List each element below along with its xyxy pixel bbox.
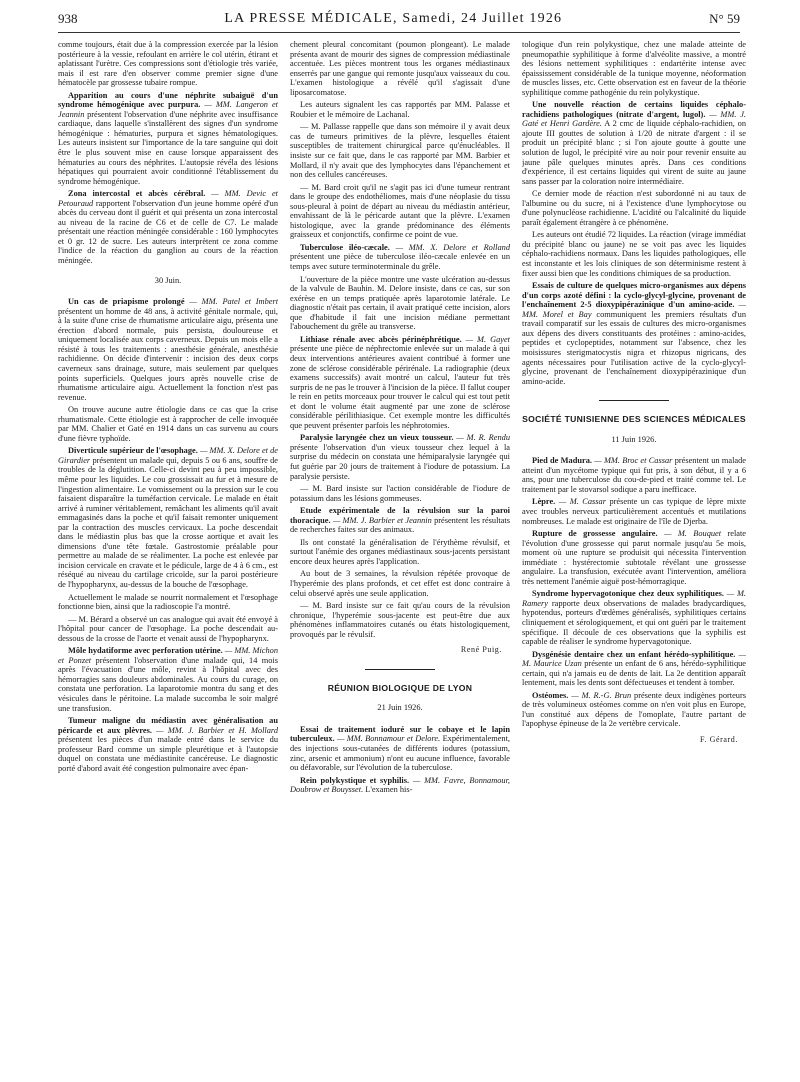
article-authors: — MM. X. Delore et Rolland <box>395 242 510 252</box>
article-authors: — M. Ramery <box>522 589 746 608</box>
paragraph <box>290 122 510 179</box>
article-body: communiquent les premiers résultats d'un travail comparatif sur les essais de cultures des micro-organismes aux dépens des divers constituants des protéines : amino-acides, peptides et cyclopeptides, notamment sur l'absence, chez les moisissures sterigmatocystis nigra et rhizopus nigricans, des agents nécessaires pour l'utilisation active de la cyclo-glycyl-glycine, provenant de l'enchaînement dioxypipérazinique d'un amino-acide. <box>522 309 746 386</box>
paragraph <box>290 183 510 240</box>
article-title: Essais de culture de quelques micro-organismes aux dépens d'un corps azoté défini : la cyclo-glycyl-glycine, provenant de l'enchaînement 2-5 dioxypipérazinique d'un amino-acide. <box>522 281 746 310</box>
article-body: présente l'observation d'un vieux tousseur chez lequel à la surprise du médecin on constata une hémiparalysie laryngée qui fut guérie par 20 jours de traitement à l'iodure de potassium. La paralysie persiste. <box>290 442 510 481</box>
paragraph <box>290 40 510 97</box>
divider <box>599 400 669 401</box>
article-authors: — M. Cassar <box>558 497 606 507</box>
article-body: présentent l'observation d'une néphrite avec insuffisance cardiaque, dans laquelle s'installèrent des signes d'un syndrome hémogénique : hématuries, purpura et signes hématologiques. Les auteurs insistent sur l'importance de la tare sanguine qui doit être le plus souvent mise en cause lorsque apparaissent des hématuries au cours des néphrites. L'autopsie révéla des lésions hépatiques qui pourraient avoir conditionné l'établissement du syndrome hémogénique. <box>58 109 278 186</box>
issue-number: N° 59 <box>709 11 740 26</box>
article-authors: — M. R.-G. Brun <box>571 690 632 700</box>
article-authors: — MM. Michon et Ponzet <box>58 646 278 665</box>
article-body: Expérimentalement, des injections sous-cutanées de différents iodures (potassium, zinc, arsenic et ammonium) n'ont eu aucune influence, favorable ou défavorable, sur l'évolution de la tuberculose. <box>290 734 510 773</box>
article-entry <box>522 456 746 494</box>
article-entry <box>290 776 510 795</box>
article-body: tologique d'un rein polykystique, chez une malade atteinte de pneumopathie syphilitique à forme d'alvéolite massive, a montré des lésions nettement syphilitiques : endartérite intense avec épaississement considérable de la tunique moyenne, néoformation de muscles lisses, etc. Cette observation est en faveur de la théorie syphilitique comme pathogénie du rein polykystique. <box>522 40 746 97</box>
article-entry <box>522 589 746 646</box>
article-body: présentent l'observation d'une malade qui, 14 mois après l'évacuation d'une môle, revint à l'hôpital avec des hémorragies sans douleurs abdominales. Au cours du curage, on constata une perforation. La laparotomie montra du sang et des vésicules dans le péritoine. La malade succomba le soir malgré une transfusion. <box>58 655 278 713</box>
article-title: Tuberculose iléo-cæcale. <box>300 242 390 252</box>
article-body: présentent un malade qui, depuis 5 ou 6 ans, souffre de troubles de la déglutition. Celle-ci devint peu à peu impossible, même pour les liquides. Le cou grossissait au fur et à mesure de l'ingestion alimentaire. Le vomissement ou la pression sur le cou faisaient disparaître la tuméfaction cervicale. Le malade en était arrivé à ruminer véritablement, remâchant les aliments qu'il avait emmagasinés dans la poche et qu'il faisait remonter uniquement par la contraction des muscles cervicaux. La poche descendait dans le médiastin plus bas que la crosse aortique et avait les dimensions d'une tête fœtale. Gastrostomie préalable pour permettre au malade de se réalimenter. La poche est enlevée par incision cervicale en cravate et le pédicule, large de 4 à 6 cm., est réséqué au niveau du cartilage cricoïde, sur la paroi postérieure de l'hypopharynx, au-dessus de la bouche de l'œsophage. <box>58 455 278 589</box>
article-entry <box>522 529 746 586</box>
article-body: présentent les pièces d'un malade entré dans le service du professeur Bard comme un simple pleurétique et à l'autopsie duquel on constata une médiastinite cancéreuse. Le diagnostic porté d'abord avait été congestion pulmonaire avec épan- <box>58 735 278 773</box>
article-authors: — MM. J. Barbier et Jeannin <box>332 515 432 525</box>
article-title: Ostéomes. <box>532 690 569 700</box>
article-body: rapportent l'observation d'un jeune homme opéré d'un abcès du cerveau dont il guérit et qui présenta un zona intercostal au niveau de la racine de C6 et de celle de C7. Le malade présentait une réaction méningée considérable : 160 lymphocytes et 0 gr. 12 de sucre. Les auteurs interprètent ce zona comme l'indice de la réaction du ganglion au cours de la réaction méningée. <box>58 198 278 266</box>
article-body: — M. Bard insiste sur l'action considérable de l'iodure de potassium dans les lésions gommeuses. <box>290 484 510 503</box>
article-body: comme toujours, était due à la compression exercée par la lésion postérieure à la vessie, refoulant en arrière le col utérin, étirant et aplatissant l'urètre. Ces compressions sont d'étiologie très variée, mais il est rare d'en observer comme premier signe d'une hématocèle par grossesse tubaire rompue. <box>58 40 278 88</box>
article-title: Môle hydatiforme avec perforation utérine. <box>68 646 223 656</box>
article-authors: — MM. J. Barbier et H. Mollard <box>156 725 278 735</box>
article-entry <box>522 497 746 526</box>
article-entry <box>58 297 278 402</box>
article-entry <box>522 650 746 688</box>
article-entry <box>522 100 746 186</box>
article-authors: — MM. Devic et Petouraud <box>58 189 278 208</box>
article-entry <box>522 691 746 729</box>
article-title: Pied de Madura. <box>532 456 592 466</box>
article-body: Au bout de 3 semaines, la révulsion répétée provoque de l'hyperémie des plans profonds, et cet effet est donc contraire à celui observé après une seule application. <box>290 569 510 598</box>
journal-title: LA PRESSE MÉDICALE, Samedi, 24 Juillet 1926 <box>224 11 563 26</box>
article-authors: — MM. Favre, Bonnamour, Doubrow et Bouysset. <box>290 775 510 795</box>
section-date-lyon: 21 Juin 1926. <box>377 703 423 713</box>
article-title: Essai de traitement ioduré sur le cobaye et le lapin tuberculeux. <box>290 724 510 744</box>
paragraph <box>290 275 510 332</box>
paragraph <box>522 40 746 97</box>
article-body: présente un enfant de 6 ans, hérédo-syphilitique certain, qui n'a jamais eu de dents de lait. La 2e dentition apparaît lentement, mais les dents sont défectueuses et tendent à tomber. <box>522 659 746 688</box>
article-authors: — M. R. Rendu <box>456 433 510 443</box>
article-title: Une nouvelle réaction de certains liquides céphalo-rachidiens pathologiques (nitrate d'argent, lugol). <box>522 100 746 119</box>
paragraph <box>522 189 746 227</box>
article-title: Apparition au cours d'une néphrite subaiguë d'un syndrome hémogénique avec purpura. <box>58 90 278 110</box>
article-body: On trouve aucune autre étiologie dans ce cas que la crise rhumatismale. Cette étiologie est à rapprocher de celle invoquée par MM. Chalier et Gaté en 1914 dans un cas survenu au cours d'une fièvre typhoïde. <box>58 405 278 443</box>
article-entry <box>290 243 510 272</box>
article-authors: — M. Maurice Uzan <box>522 649 746 669</box>
article-title: Tumeur maligne du médiastin avec généralisation au péricarde et aux plèvres. <box>58 716 278 735</box>
article-body: — M. Bard croit qu'il ne s'agit pas ici d'une tumeur rentrant dans le groupe des endothéliomes, mais d'une néoplasie du tissu sous-pleural à point de départ au niveau du médiastin antérieur, envahissant de là le péricarde autant que la plèvre. L'examen histologique, avec la grande prédominance des éléments graisseux et conjonctifs, confirme ce point de vue. <box>290 182 510 240</box>
article-body: Les auteurs signalent les cas rapportés par MM. Palasse et Roubier et le mémoire de Lachanal. <box>290 100 510 119</box>
article-authors: — MM. Patel et Imbert <box>189 297 278 307</box>
article-authors: — MM. Morel et Bay <box>522 300 746 319</box>
article-authors: — MM. Langeron et Jeannin <box>58 100 278 119</box>
paragraph <box>290 538 510 567</box>
article-body: Actuellement le malade se nourrit normalement et l'œsophage fonctionne bien, ainsi que la radioscopie l'a montré. <box>58 592 278 612</box>
article-body: — M. Pallasse rappelle que dans son mémoire il y avait deux cas de tumeurs primitives de la plèvre, lesquelles étaient susceptibles de traitement chirurgical parce qu'énucléables. Il insiste sur ce fait que, dans le cas rapporté par MM. Barbier et Mollard, il n'y avait que des lymphocytes dans l'épanchement et non des cellules cancéreuses. <box>290 122 510 180</box>
article-body: — M. Bard insiste sur ce fait qu'au cours de la révulsion chronique, l'hyperémie sous-jacente est peut-être due aux phénomènes inflammatoires cutanés ou états histologiquement, provoqués par le révulsif. <box>290 601 510 639</box>
article-entry <box>58 716 278 773</box>
article-body: chement pleural concomitant (poumon plongeant). Le malade présenta avant de mourir des signes de compression médiastinale accentuée. Les pièces montrent tous les organes médiastinaux enserrés par une gangue qui remonte jusqu'aux vaisseaux du cou. L'examen histologique a révélé qu'il s'agissait d'une liposarcomatose. <box>290 40 510 97</box>
section-heading-lyon: RÉUNION BIOLOGIQUE DE LYON <box>327 682 473 693</box>
paragraph <box>522 230 746 278</box>
author-signature: F. Gérard. <box>699 735 738 744</box>
article-title: Rupture de grossesse angulaire. <box>532 529 658 539</box>
article-title: Zona intercostal et abcès cérébral. <box>68 189 206 199</box>
article-body: Ce dernier mode de réaction n'est subordonné ni au taux de l'albumine ou du sucre, ni à l'existence d'une lymphocytose ou d'une polynucléose rachidienne. L'acidité ou l'alcalinité du liquide paraît également étrangère à ce phénomène. <box>522 189 746 227</box>
article-authors: — M. Gayet <box>465 334 510 344</box>
paragraph <box>290 569 510 598</box>
article-title: Syndrome hypervagotonique chez deux syphilitiques. <box>532 589 724 599</box>
column-1 <box>58 40 278 1076</box>
article-body: A 2 cmc de liquide céphalo-rachidien, on ajoute III gouttes de solution à 1/20 de nitrate d'argent : il se produit un précipité blanc ; si l'on ajoute goutte à goutte une solution de lugol, le précipité vire au noir pour revenir ensuite au jaune pâle quelques minutes après. Dans ces conditions d'expérience, il est certains liquides qui virent de suite au jaune sans passer par la coloration noire intermédiaire. <box>522 119 746 186</box>
article-entry <box>58 91 278 186</box>
article-entry <box>290 335 510 430</box>
article-entry <box>290 725 510 773</box>
article-body: présente une pièce de néphrectomie enlevée sur un malade à qui deux interventions antérieures avaient contribué à former une zone de sclérose considérable périrénale. La radiographie (deux examens successifs) avait montré un calcul, l'auteur fut très surpris de ne pas le trouver à l'incision de la pièce. Il fallut couper le rein en petits morceaux pour trouver le calcul qui est tout petit et dont le volume était augmenté par une zone de sclérose considérable périlithiasique. Cet exemple montre les difficultés que peuvent présenter parfois les néphrotomies. <box>290 344 510 430</box>
paragraph <box>290 601 510 639</box>
article-authors: — MM. Broc et Cassar <box>594 456 673 466</box>
page-number: 938 <box>58 11 78 26</box>
article-body: présentent les résultats de recherches faites sur des animaux. <box>290 515 510 535</box>
article-title: Lithiase rénale avec abcès périnéphrétique. <box>300 334 462 344</box>
article-title: Diverticule supérieur de l'œsophage. <box>68 446 198 456</box>
article-body: relate l'évolution d'une grossesse qui parut normale jusqu'au 5e mois, moment où une rupture se produisit qui nécessita l'intervention immédiate : hystérectomie subtotale révélant une grossesse angulaire. La transfusion, exécutée avant l'intervention, améliora très nettement l'anémie aiguë post-hémorragique. <box>522 529 746 586</box>
article-title: Dysgénésie dentaire chez un enfant hérédo-syphilitique. <box>532 649 736 659</box>
article-title: Un cas de priapisme prolongé <box>68 297 185 307</box>
article-body: présentent une pièce de tuberculose iléo-cæcale enlevée en un temps avec suture terminoterminale du grêle. <box>290 252 510 272</box>
article-body: Ils ont constaté la généralisation de l'érythème révulsif, et surtout l'anémie des organes médiastinaux sous-jacents persistant encore deux heures après l'application. <box>290 537 510 566</box>
article-body: présente deux indigènes porteurs de très volumineux ostéomes comme on n'en voit plus en Europe, l'un constitué aux dépens de l'omoplate, l'autre partant de l'apophyse épineuse de la 2e vertèbre cervicale. <box>522 690 746 729</box>
page-header <box>58 6 740 33</box>
article-entry <box>290 433 510 481</box>
article-entry <box>58 646 278 713</box>
paragraph <box>58 405 278 443</box>
article-title: Lèpre. <box>532 497 556 507</box>
paragraph <box>58 593 278 612</box>
article-body: L'ouverture de la pièce montre une vaste ulcération au-dessus de la valvule de Bauhin. M. Delore insiste, dans ce cas, sur son exérèse en un temps pratiquée après laparotomie latérale. Le diagnostic n'était pas certain, il avait pratiqué cette incision, alors que d'habitude il fait une incision médiane permettant l'abouchement du grêle au transverse. <box>290 274 510 332</box>
article-body: présentent un homme de 48 ans, à activité génitale normale, qui, à la suite d'une crise de rhumatisme articulaire aigu, présenta une érection d'abord normale, puis persista, douloureuse et uniquement localisée aux corps caverneux. Depuis un mois elle a résisté à tous les traitements : anesthésie générale, anesthésie rachidienne. On décide d'intervenir : incision des deux corps caverneux sans drainage, suture, mais seulement par quelques points superficiels. Quelques jours après nouvelle crise de rhumatisme articulaire aigu. Actuellement la fonction n'est pas revenue. <box>58 306 278 402</box>
section-heading-tunis: SOCIÉTÉ TUNISIENNE DES SCIENCES MÉDICALES <box>522 414 746 425</box>
article-entry <box>58 446 278 589</box>
article-authors: — MM. Bonnamour et Delore. <box>336 734 441 744</box>
paragraph <box>58 40 278 88</box>
article-title: Rein polykystique et syphilis. <box>300 775 410 785</box>
author-signature: René Puig. <box>460 645 502 655</box>
article-entry <box>522 281 746 386</box>
paragraph <box>290 100 510 119</box>
article-entry <box>290 506 510 535</box>
article-authors: — MM. J. Gaté et Henri Gardère. <box>522 109 746 129</box>
article-body: — M. Bérard a observé un cas analogue qui avait été envoyé à l'hôpital pour cancer de l'œsophage. La poche descendait au-dessous de la crosse de l'aorte et venait aussi de l'hypopharynx. <box>58 614 278 643</box>
article-authors: — MM. X. Delore et de Girardier <box>58 446 278 465</box>
column-2 <box>290 40 510 1076</box>
article-authors: — M. Bouquet <box>664 529 722 539</box>
article-body: présente un cas typique de lèpre mixte avec troubles nerveux particulièrement accentués et mutilations nombreuses. Le malade est originaire de l'île de Djerba. <box>522 497 746 526</box>
section-date-tunis: 11 Juin 1926. <box>611 434 657 444</box>
article-title: Paralysie laryngée chez un vieux tousseur. <box>300 433 454 443</box>
article-body: rapporte deux observations de malades bradycardiques, hypotendus, porteurs d'œdèmes généralisés, syphilitiques certains cliniquement et sérologiquement, et qui ont guéri par le traitement spécifique. Il découle de ces observations que la syphilis est capable de réaliser le syndrome hypervagotonique. <box>522 598 746 647</box>
session-date: 30 Juin. <box>154 275 182 285</box>
paragraph <box>290 484 510 503</box>
divider <box>365 669 435 670</box>
article-entry <box>58 189 278 265</box>
column-3 <box>522 40 746 1076</box>
article-title: Etude expérimentale de la révulsion sur la paroi thoracique. <box>290 506 510 525</box>
article-body: Les auteurs ont étudié 72 liquides. La réaction (virage immédiat du précipité blanc ou jaune) ne se voit pas avec les liquides céphalo-rachidiens normaux. Dans les liquides pathologiques, elle est inconstante et les lois cliniques de son déterminisme restent à fixer aussi bien que les conditions chimiques de sa production. <box>522 230 746 278</box>
article-body: présentent un malade atteint d'un mycétome typique qui fut pris, à son début, il y a 6 ans, pour une tuberculose du cou-de-pied et traité comme tel. Le traitement par le stovarsol sodique a paru inefficace. <box>522 456 746 494</box>
article-body: L'examen his- <box>365 785 413 795</box>
paragraph <box>58 615 278 644</box>
